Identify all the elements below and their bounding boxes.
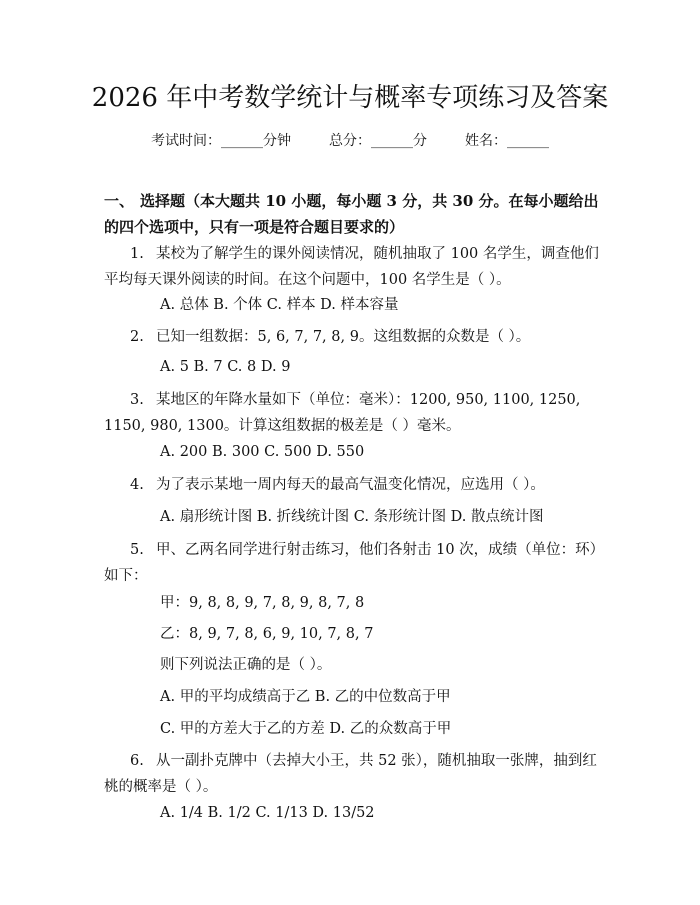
question-text: 甲、乙两名同学进行射击练习，他们各射击 10 次，成绩（单位：环）如下： xyxy=(104,542,597,584)
question-text: 从一副扑克牌中（去掉大小王，共 52 张），随机抽取一张牌，抽到红桃的概率是（ ）。 xyxy=(104,753,597,795)
question-text: 某地区的年降水量如下（单位：毫米）：1200, 950, 1100, 1250, 1150, 980, 1300。计算这组数据的极差是（ ）毫米。 xyxy=(104,392,581,434)
question-5-options-cd: C. 甲的方差大于乙的方差 D. 乙的众数高于甲 xyxy=(160,721,452,737)
question-4 xyxy=(104,472,600,498)
question-5-data-a: 甲：9, 8, 8, 9, 7, 8, 9, 8, 7, 8 xyxy=(160,595,365,611)
question-text: 已知一组数据：5, 6, 7, 7, 8, 9。这组数据的众数是（ ）。 xyxy=(156,329,531,345)
question-number: 6. xyxy=(130,753,144,769)
question-number: 2. xyxy=(130,329,144,345)
question-3 xyxy=(104,387,600,439)
question-text: 为了表示某地一周内每天的最高气温变化情况，应选用（ ）。 xyxy=(156,477,545,493)
question-text: 某校为了解学生的课外阅读情况，随机抽取了 100 名学生，调查他们平均每天课外阅读的时间。在这个问题中，100 名学生是（ ）。 xyxy=(104,246,599,288)
question-1-options: A. 总体 B. 个体 C. 样本 D. 样本容量 xyxy=(160,297,399,313)
question-2-options: A. 5 B. 7 C. 8 D. 9 xyxy=(160,359,291,375)
exam-info-line xyxy=(0,129,700,153)
student-name-field: 姓名：______ xyxy=(465,133,549,149)
question-4-options: A. 扇形统计图 B. 折线统计图 C. 条形统计图 D. 散点统计图 xyxy=(160,509,544,525)
total-score-field: 总分：______分 xyxy=(329,133,427,149)
question-3-options: A. 200 B. 300 C. 500 D. 550 xyxy=(160,444,365,460)
question-5-options-ab: A. 甲的平均成绩高于乙 B. 乙的中位数高于甲 xyxy=(160,689,451,705)
question-2 xyxy=(104,324,600,350)
section-instructions: 选择题（本大题共 10 小题，每小题 3 分，共 30 分。在每小题给出的四个选项中，只有一项是符合题目要求的） xyxy=(104,192,599,236)
exam-time-field: 考试时间：______分钟 xyxy=(151,133,291,149)
question-number: 5. xyxy=(130,542,144,558)
question-number: 4. xyxy=(130,477,144,493)
page-title: 2026 年中考数学统计与概率专项练习及答案 xyxy=(91,83,609,113)
question-6-options: A. 1/4 B. 1/2 C. 1/13 D. 13/52 xyxy=(160,805,375,821)
section-heading xyxy=(104,188,600,240)
section-number: 一、 xyxy=(104,192,135,210)
question-6 xyxy=(104,748,600,800)
question-number: 3. xyxy=(130,392,144,408)
question-5 xyxy=(104,537,600,589)
question-5-data-b: 乙：8, 9, 7, 8, 6, 9, 10, 7, 8, 7 xyxy=(160,626,374,642)
question-5-prompt: 则下列说法正确的是（ ）。 xyxy=(160,657,332,673)
question-1 xyxy=(104,241,600,293)
question-number: 1. xyxy=(130,246,144,262)
